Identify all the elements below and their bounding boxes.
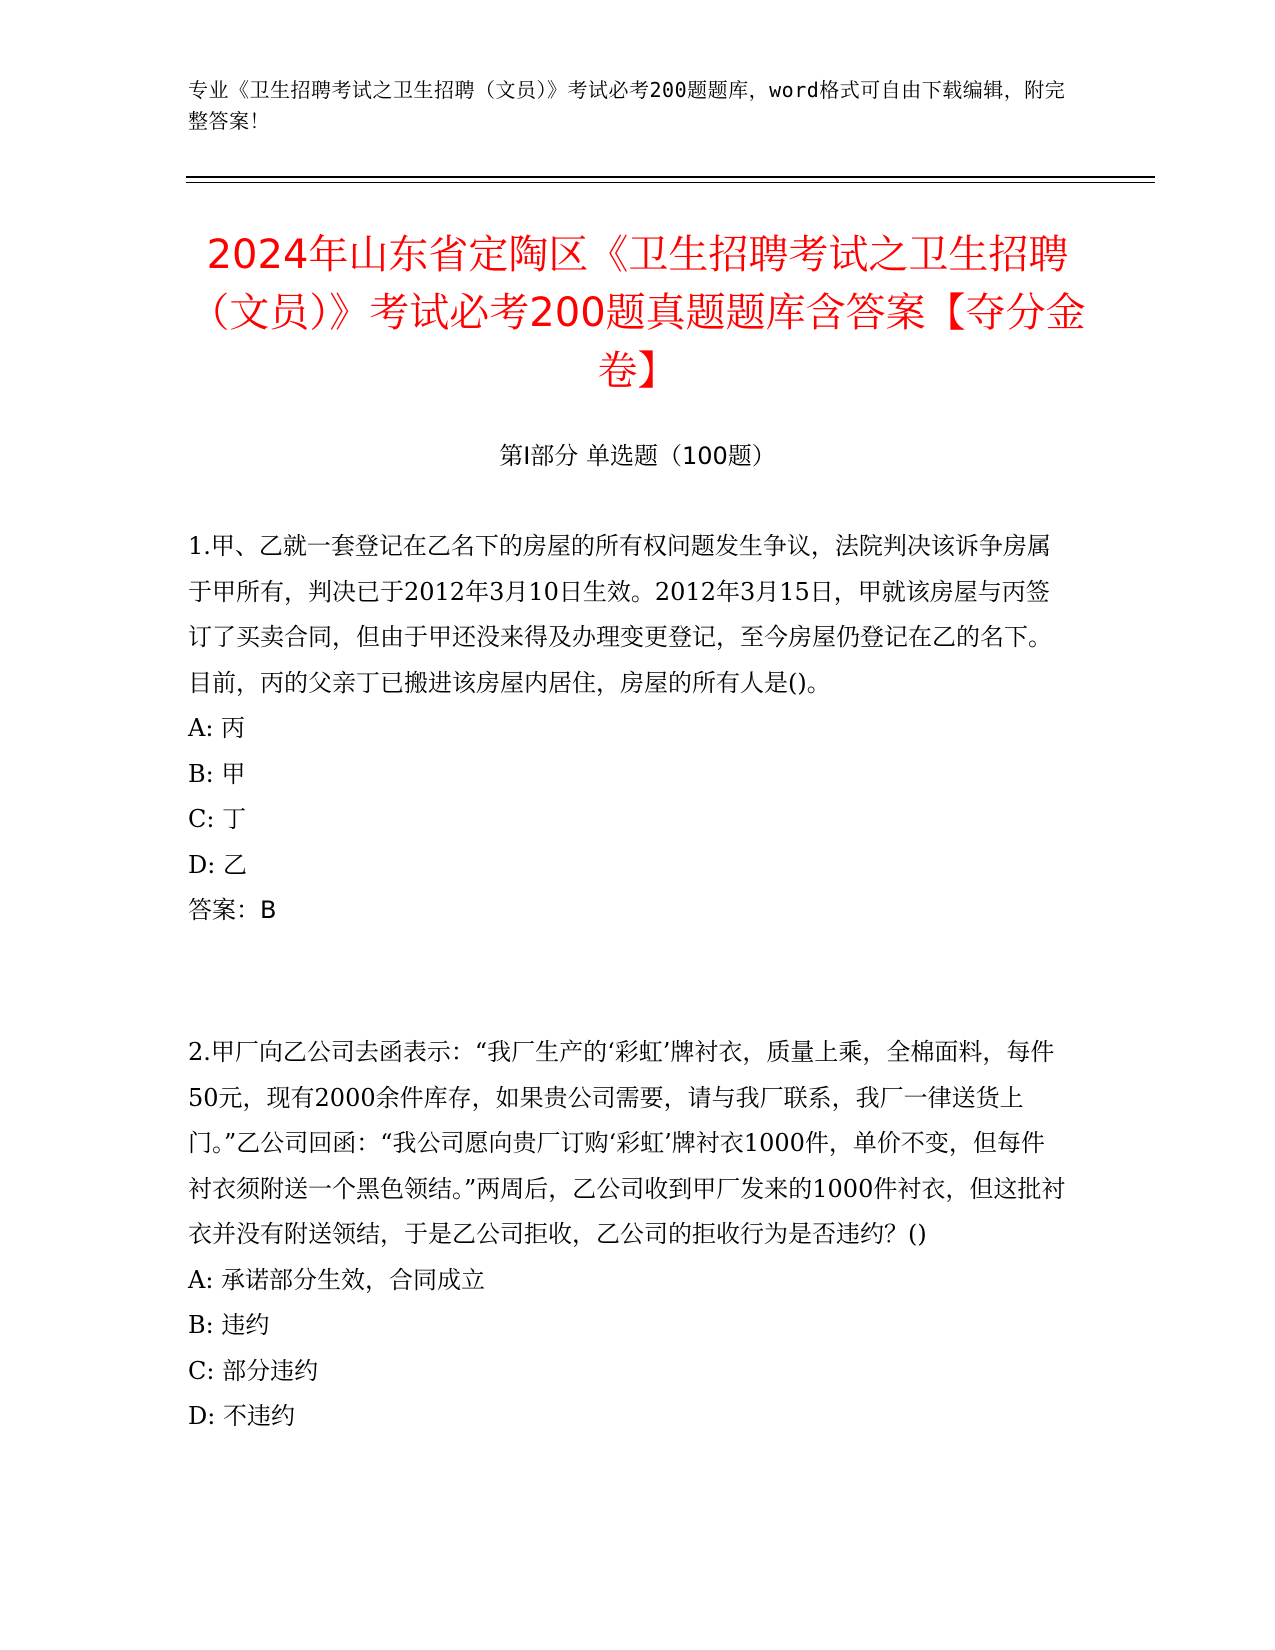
option-a: A: 丙 xyxy=(188,714,246,742)
option-d: D: 不违约 xyxy=(188,1402,295,1430)
option-b: B: 违约 xyxy=(188,1311,270,1339)
section-heading: 第I部分 单选题（100题） xyxy=(499,442,776,470)
option-c: C: 部分违约 xyxy=(188,1356,319,1385)
question-1 xyxy=(188,524,1068,934)
option-a: A: 承诺部分生效，合同成立 xyxy=(188,1265,486,1294)
question-2 xyxy=(188,1030,1068,1440)
document-title: 2024年山东省定陶区《卫生招聘考试之卫生招聘（文员）》考试必考200题真题题库含答案【夺分金卷】 xyxy=(189,232,1086,394)
answer-line: 答案：B xyxy=(188,896,277,924)
option-b: B: 甲 xyxy=(188,759,246,788)
option-c: C: 丁 xyxy=(188,805,247,833)
header-divider xyxy=(186,176,1155,178)
header-note: 专业《卫生招聘考试之卫生招聘（文员）》考试必考200题题库，word格式可自由下载编辑，附完整答案！ xyxy=(188,78,1066,133)
header-divider-thin xyxy=(186,182,1155,183)
question-stem: 2.甲厂向乙公司去函表示：“我厂生产的‘彩虹’牌衬衣，质量上乘，全棉面料，每件50元，现有2000余件库存，如果贵公司需要，请与我厂联系，我厂一律送货上门。”乙公司回函：“我公司愿向贵厂订购‘彩虹’牌衬衣1000件，单价不变，但每件衬衣须附送一个黑色领结。”两周后，乙公司收到甲厂发来的1000件衬衣，但这批衬衣并没有附送领结，于是乙公司拒收，乙公司的拒收行为是否违约？() xyxy=(188,1038,1066,1248)
option-d: D: 乙 xyxy=(188,850,247,879)
question-stem: 1.甲、乙就一套登记在乙名下的房屋的所有权问题发生争议，法院判决该诉争房属于甲所有，判决已于2012年3月10日生效。2012年3月15日，甲就该房屋与丙签订了买卖合同，但由于甲还没来得及办理变更登记，至今房屋仍登记在乙的名下。目前，丙的父亲丁已搬进该房屋内居住，房屋的所有人是()。 xyxy=(188,532,1052,697)
